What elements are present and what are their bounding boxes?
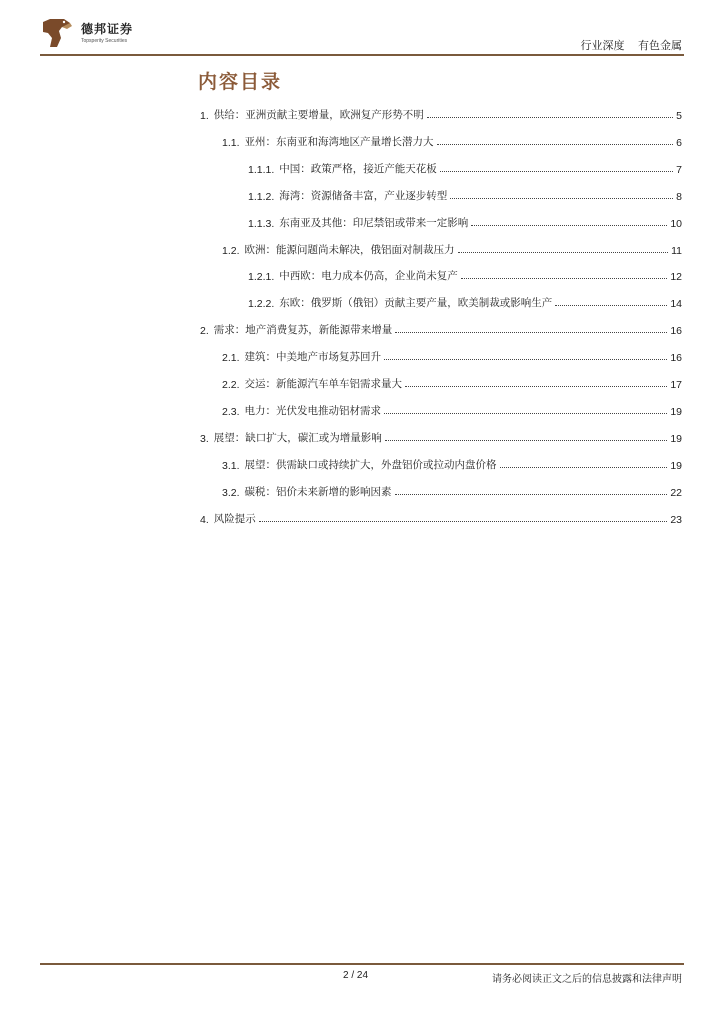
toc-leader-dots (395, 332, 667, 333)
toc-entry[interactable] (200, 427, 682, 445)
toc-entry[interactable] (222, 454, 682, 472)
toc-leader-dots (427, 117, 673, 118)
toc-entry-page: 8 (676, 191, 682, 203)
toc-entry-number: 1.2.1. (248, 271, 275, 283)
logo-mark-icon (40, 16, 74, 50)
toc-leader-dots (405, 386, 667, 387)
toc-entry-number: 1.1.1. (248, 164, 275, 176)
toc-entry-title: 建筑：中美地产市场复苏回升 (244, 351, 382, 363)
toc-entry[interactable] (248, 158, 682, 176)
toc-entry-number: 1.2. (222, 245, 240, 257)
toc-leader-dots (458, 252, 669, 253)
toc-entry-page: 12 (670, 271, 682, 283)
toc-entry-title: 展望：缺口扩大，碳汇或为增量影响 (213, 432, 382, 444)
toc-title: 内容目录 (198, 71, 283, 93)
brand-name-cn: 德邦证券 (81, 22, 134, 36)
toc-entry-page: 16 (670, 325, 682, 337)
toc-entry[interactable] (248, 265, 682, 283)
toc-entry[interactable] (200, 104, 682, 122)
toc-entry-title: 亚州：东南亚和海湾地区产量增长潜力大 (244, 136, 434, 148)
toc-leader-dots (384, 359, 667, 360)
report-sector: 有色金属 (638, 39, 682, 52)
toc-entry-number: 1.1.2. (248, 191, 275, 203)
toc-leader-dots (395, 494, 668, 495)
toc-entry-page: 6 (676, 137, 682, 149)
toc-entry-title: 电力：光伏发电推动铝材需求 (244, 405, 382, 417)
toc-leader-dots (440, 171, 673, 172)
toc-entry[interactable] (222, 131, 682, 149)
toc-entry-page: 10 (670, 218, 682, 230)
header-tags (571, 37, 683, 53)
toc-entry-title: 需求：地产消费复苏，新能源带来增量 (213, 324, 393, 336)
footer-divider (40, 963, 684, 965)
toc-leader-dots (500, 467, 668, 468)
toc-leader-dots (384, 413, 667, 414)
toc-entry-title: 东南亚及其他：印尼禁铝或带来一定影响 (279, 217, 469, 229)
toc-entry-page: 16 (670, 352, 682, 364)
toc-entry[interactable] (248, 292, 682, 310)
toc-leader-dots (461, 278, 668, 279)
toc-leader-dots (437, 144, 674, 145)
toc-entry[interactable] (222, 239, 682, 257)
toc-entry-number: 2.2. (222, 379, 240, 391)
toc-leader-dots (471, 225, 667, 226)
header-divider (40, 54, 684, 56)
toc-entry[interactable] (248, 212, 682, 230)
toc-entry-number: 2. (200, 325, 209, 337)
toc-entry[interactable] (222, 400, 682, 418)
toc-entry-title: 交运：新能源汽车单车铝需求量大 (244, 378, 403, 390)
report-category: 行业深度 (580, 39, 625, 52)
company-logo (40, 16, 140, 52)
toc-leader-dots (450, 198, 673, 199)
toc-entry-number: 3.1. (222, 460, 240, 472)
toc-leader-dots (385, 440, 668, 441)
toc-entry-number: 2.1. (222, 352, 240, 364)
toc-entry-number: 4. (200, 514, 209, 526)
toc-entry-title: 海湾：资源储备丰富，产业逐步转型 (279, 190, 448, 202)
toc-leader-dots (555, 305, 667, 306)
toc-entry-number: 1.1. (222, 137, 240, 149)
toc-entry-title: 东欧：俄罗斯（俄铝）贡献主要产量，欧美制裁或影响生产 (279, 297, 553, 309)
toc-entry[interactable] (248, 185, 682, 203)
toc-entry-title: 中国：政策严格，接近产能天花板 (279, 163, 437, 175)
toc-entry-number: 3.2. (222, 487, 240, 499)
toc-entry-title: 展望：供需缺口或持续扩大，外盘铝价或拉动内盘价格 (244, 459, 497, 471)
toc-entry-page: 23 (670, 514, 682, 526)
toc-entry-number: 3. (200, 433, 209, 445)
toc-entry-title: 供给：亚洲贡献主要增量，欧洲复产形势不明 (213, 109, 424, 121)
toc-entry-title: 碳税：铝价未来新增的影响因素 (244, 486, 392, 498)
toc-entry-page: 11 (671, 245, 682, 257)
page-number: 2 / 24 (343, 970, 369, 981)
toc-entry-title: 风险提示 (213, 513, 256, 525)
toc-entry-page: 19 (670, 406, 682, 418)
toc-leader-dots (259, 521, 668, 522)
toc-entry[interactable] (222, 373, 682, 391)
disclaimer-note: 请务必阅读正文之后的信息披露和法律声明 (492, 974, 682, 985)
toc-entry-page: 14 (670, 298, 682, 310)
toc-entry-page: 19 (670, 460, 682, 472)
toc-entry[interactable] (222, 346, 682, 364)
toc-entry-page: 17 (670, 379, 682, 391)
toc-entry[interactable] (200, 508, 682, 526)
toc-entry-page: 7 (676, 164, 682, 176)
toc-entry-page: 19 (670, 433, 682, 445)
toc-entry[interactable] (222, 481, 682, 499)
toc-entry-number: 1.1.3. (248, 218, 275, 230)
toc-entry-title: 欧洲：能源问题尚未解决，俄铝面对制裁压力 (244, 244, 455, 256)
toc-entry[interactable] (200, 319, 682, 337)
toc-entry-number: 2.3. (222, 406, 240, 418)
toc-entry-number: 1.2.2. (248, 298, 275, 310)
toc-entry-number: 1. (200, 110, 209, 122)
brand-name-en: Topsperity Securities (81, 38, 128, 44)
toc-entry-page: 5 (676, 110, 682, 122)
toc-entry-page: 22 (670, 487, 682, 499)
toc-entry-title: 中西欧：电力成本仍高，企业尚未复产 (279, 270, 458, 282)
